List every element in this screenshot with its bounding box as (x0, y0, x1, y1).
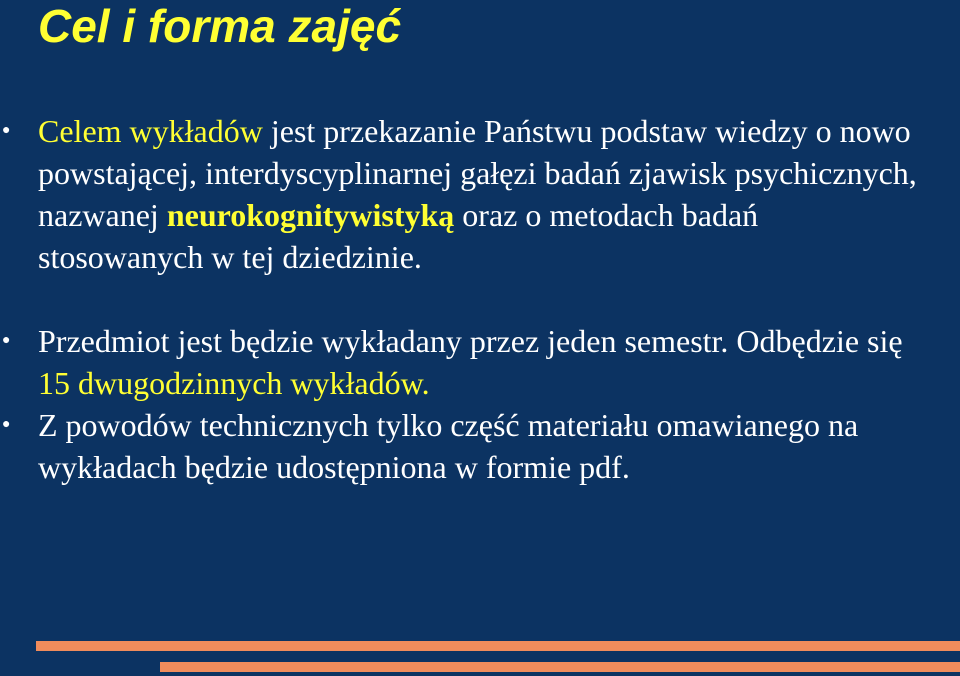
accent-bar-top (36, 641, 960, 651)
highlight-text: Celem wykładów (38, 113, 263, 149)
body-text: Z powodów technicznych tylko część materiału omawianego na wykładach będzie udostępniona w formie pdf. (38, 407, 859, 485)
accent-bar-bottom (160, 662, 960, 672)
highlight-term: neurokognitywistyką (166, 197, 455, 233)
list-item (0, 404, 930, 488)
list-item (0, 320, 930, 404)
slide-title: Cel i forma zajęć (38, 0, 402, 52)
body-text: Przedmiot jest będzie wykładany przez jeden semestr. Odbędzie się (38, 323, 903, 359)
body-text: jest przekazanie Państwu podstaw wiedzy o nowo powstającej, interdyscyplinarnej gałęzi badań zjawisk psychicznych, nazwanej (38, 113, 917, 233)
bullet-list (0, 110, 930, 488)
bullet-icon: ● (2, 417, 11, 432)
highlight-text: 15 dwugodzinnych wykładów. (38, 365, 430, 401)
body-text: oraz o metodach badań stosowanych w tej dziedzinie. (38, 197, 759, 275)
list-item (0, 110, 930, 278)
bullet-icon: ● (2, 123, 11, 138)
bullet-icon: ● (2, 333, 11, 348)
